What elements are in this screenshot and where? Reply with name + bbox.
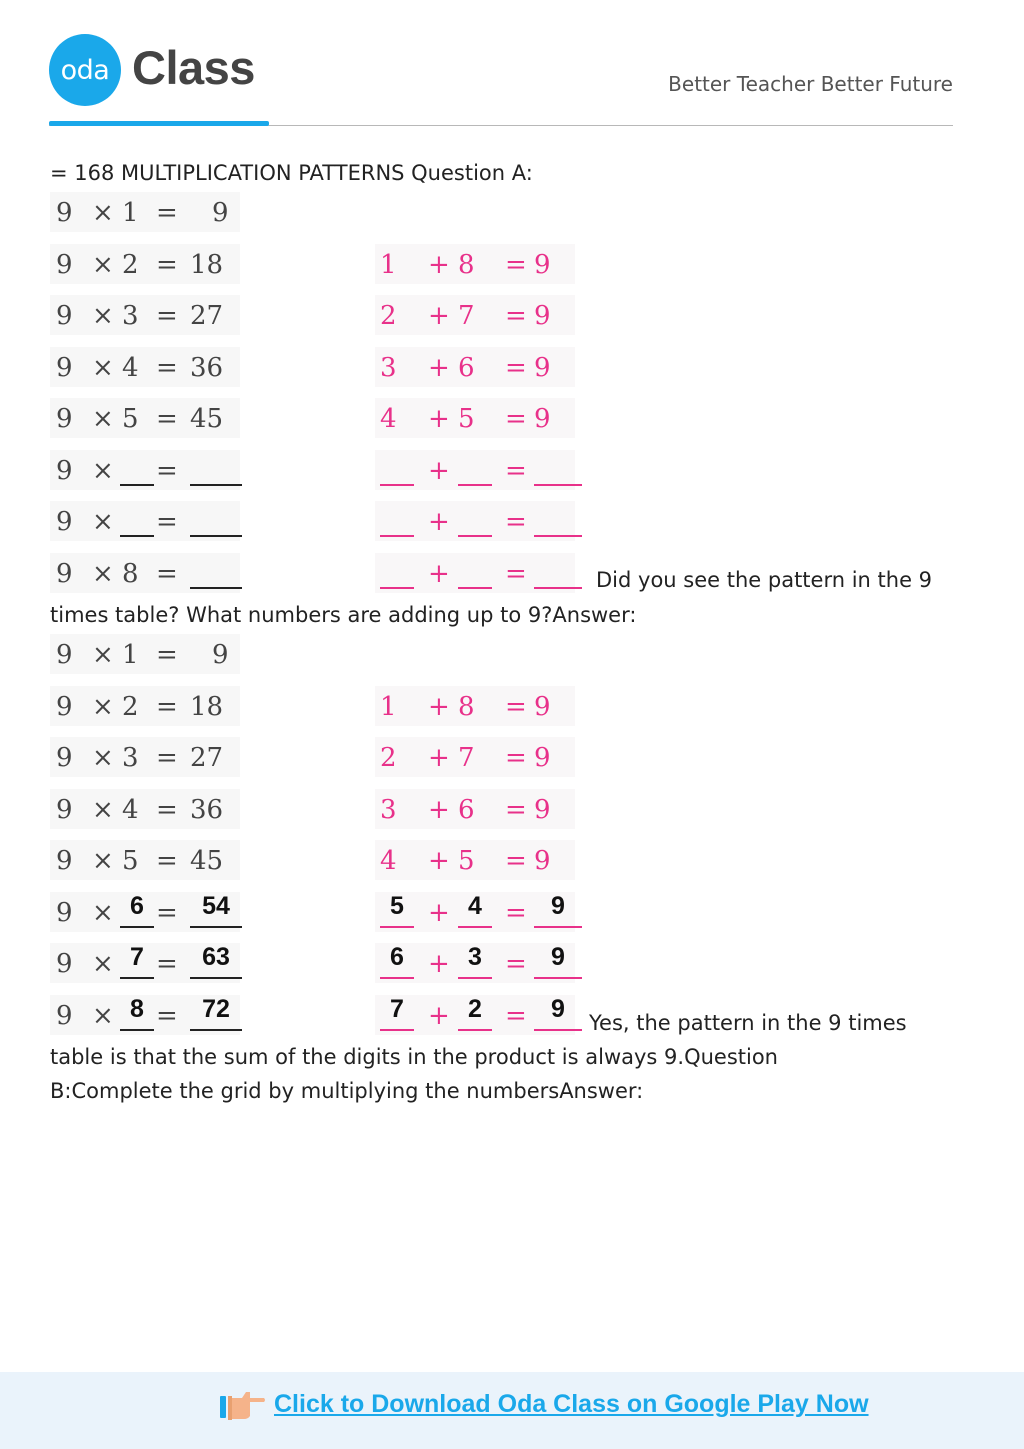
cell-eq2: = xyxy=(505,691,527,722)
cell-op: × xyxy=(92,794,114,825)
cell-b: 3 xyxy=(122,301,139,331)
page-header xyxy=(0,0,1024,130)
blank-line xyxy=(458,484,492,486)
answer-line xyxy=(534,926,582,928)
cell-sum: 9 xyxy=(534,846,551,876)
tagline: Better Teacher Better Future xyxy=(668,72,953,96)
equation-row xyxy=(50,840,590,880)
cell-op: × xyxy=(92,691,114,722)
cell-eq: = xyxy=(156,897,178,928)
cell-eq: = xyxy=(156,558,178,589)
oda-logo-icon xyxy=(49,34,121,106)
answer-d1: 5 xyxy=(390,891,404,920)
cell-d1: 1 xyxy=(380,691,397,722)
cell-a: 9 xyxy=(56,558,73,589)
cell-prod: 27 xyxy=(190,743,224,773)
answer-b: 7 xyxy=(130,943,144,971)
cell-a: 9 xyxy=(56,455,73,486)
cell-prod: 27 xyxy=(190,301,224,331)
cell-eq2: = xyxy=(505,404,527,434)
cell-plus: + xyxy=(428,846,450,876)
download-banner xyxy=(0,1372,1024,1449)
answer-d2: 4 xyxy=(468,891,482,920)
cell-op: × xyxy=(92,352,114,383)
equation-row xyxy=(50,450,590,490)
blank-line xyxy=(534,587,582,589)
blank-line xyxy=(190,587,242,589)
answer-line xyxy=(458,926,492,928)
cell-eq2: = xyxy=(505,949,527,979)
cell-d1: 2 xyxy=(380,743,397,773)
cell-eq2: = xyxy=(505,1000,527,1031)
cell-b: 5 xyxy=(122,846,139,876)
answer-b: 6 xyxy=(130,891,144,920)
download-link[interactable]: Click to Download Oda Class on Google Play Now xyxy=(274,1390,869,1418)
cell-sum: 9 xyxy=(534,352,551,383)
cell-plus: + xyxy=(428,897,450,928)
cell-eq: = xyxy=(156,249,178,280)
cell-eq: = xyxy=(156,949,178,979)
pointing-hand-icon xyxy=(220,1386,266,1422)
cell-eq: = xyxy=(156,352,178,383)
equation-row xyxy=(50,398,590,438)
equation-row xyxy=(50,295,590,335)
cell-sum: 9 xyxy=(534,743,551,773)
cell-eq2: = xyxy=(505,558,527,589)
answer-line xyxy=(120,926,154,928)
equation-row xyxy=(50,501,590,541)
cell-eq2: = xyxy=(505,507,527,537)
cell-eq: = xyxy=(156,794,178,825)
cell-op: × xyxy=(92,301,114,331)
cell-eq2: = xyxy=(505,249,527,280)
blank-line xyxy=(534,484,582,486)
cell-eq2: = xyxy=(505,897,527,928)
cell-eq: = xyxy=(156,743,178,773)
answer-prod: 72 xyxy=(202,994,230,1023)
cell-a: 9 xyxy=(56,352,73,383)
cell-eq: = xyxy=(156,846,178,876)
cell-b: 3 xyxy=(122,743,139,773)
answer-d1: 7 xyxy=(390,994,404,1023)
cell-op: × xyxy=(92,507,114,537)
blank-line xyxy=(120,535,154,537)
cell-d1: 3 xyxy=(380,352,397,383)
cell-d2: 7 xyxy=(458,743,475,773)
cell-op: × xyxy=(92,949,114,979)
cell-d1: 1 xyxy=(380,249,397,280)
cell-a: 9 xyxy=(56,794,73,825)
cell-a: 9 xyxy=(56,640,73,670)
cell-a: 9 xyxy=(56,404,73,434)
cell-sum: 9 xyxy=(534,301,551,331)
cell-d2: 7 xyxy=(458,301,475,331)
cell-sum: 9 xyxy=(534,794,551,825)
cell-op: × xyxy=(92,743,114,773)
cell-eq: = xyxy=(156,1000,178,1031)
cell-prod: 18 xyxy=(190,249,224,280)
cell-b: 5 xyxy=(122,404,139,434)
cell-d1: 3 xyxy=(380,794,397,825)
cell-d2: 5 xyxy=(458,846,475,876)
cell-op: × xyxy=(92,455,114,486)
cell-plus: + xyxy=(428,691,450,722)
equation-row xyxy=(50,892,590,932)
cell-plus: + xyxy=(428,352,450,383)
cell-a: 9 xyxy=(56,301,73,331)
cell-sum: 9 xyxy=(534,404,551,434)
answer-line xyxy=(458,977,492,979)
answer-line xyxy=(190,1029,242,1031)
cell-prod: 45 xyxy=(190,846,224,876)
cell-sum: 9 xyxy=(534,249,551,280)
cell-prod: 18 xyxy=(190,691,224,722)
question-text-2: times table? What numbers are adding up to 9?Answer: xyxy=(50,603,637,627)
answer-sum: 9 xyxy=(551,891,565,920)
cell-b: 8 xyxy=(122,558,139,589)
answer-line xyxy=(458,1029,492,1031)
cell-d1: 2 xyxy=(380,301,397,331)
cell-prod: 9 xyxy=(212,198,229,228)
equation-row xyxy=(50,192,590,232)
blank-line xyxy=(458,535,492,537)
cell-prod: 36 xyxy=(190,794,224,825)
answer-d2: 3 xyxy=(468,943,482,971)
cell-op: × xyxy=(92,640,114,670)
cell-eq2: = xyxy=(505,846,527,876)
cell-op: × xyxy=(92,897,114,928)
answer-text-2: table is that the sum of the digits in the product is always 9.Question xyxy=(50,1045,778,1069)
cell-plus: + xyxy=(428,949,450,979)
blank-line xyxy=(534,535,582,537)
cell-eq: = xyxy=(156,404,178,434)
cell-a: 9 xyxy=(56,507,73,537)
blank-line xyxy=(380,535,414,537)
cell-prod: 36 xyxy=(190,352,224,383)
equation-row xyxy=(50,737,590,777)
cell-a: 9 xyxy=(56,249,73,280)
equation-row xyxy=(50,634,590,674)
cell-a: 9 xyxy=(56,897,73,928)
equation-row xyxy=(50,686,590,726)
cell-b: 2 xyxy=(122,249,139,280)
blank-line xyxy=(190,484,242,486)
answer-line xyxy=(534,977,582,979)
blank-line xyxy=(458,587,492,589)
cell-d2: 5 xyxy=(458,404,475,434)
cell-plus: + xyxy=(428,794,450,825)
cell-eq: = xyxy=(156,640,178,670)
cell-eq2: = xyxy=(505,455,527,486)
cell-d2: 6 xyxy=(458,352,475,383)
answer-prod: 54 xyxy=(202,891,230,920)
cell-a: 9 xyxy=(56,743,73,773)
cell-op: × xyxy=(92,249,114,280)
header-divider-accent xyxy=(49,121,269,126)
cell-d1: 4 xyxy=(380,846,397,876)
cell-op: × xyxy=(92,198,114,228)
answer-d2: 2 xyxy=(468,994,482,1023)
answer-text-1: Yes, the pattern in the 9 times xyxy=(589,1011,907,1035)
cell-plus: + xyxy=(428,404,450,434)
answer-line xyxy=(120,1029,154,1031)
answer-text-3: B:Complete the grid by multiplying the numbersAnswer: xyxy=(50,1079,644,1103)
blank-line xyxy=(120,484,154,486)
cell-eq2: = xyxy=(505,743,527,773)
answer-line xyxy=(380,977,414,979)
cell-plus: + xyxy=(428,558,450,589)
cell-a: 9 xyxy=(56,846,73,876)
answer-line xyxy=(120,977,154,979)
blank-line xyxy=(380,587,414,589)
answer-b: 8 xyxy=(130,994,144,1023)
answer-line xyxy=(190,977,242,979)
cell-b: 1 xyxy=(122,640,139,670)
cell-plus: + xyxy=(428,455,450,486)
logo-word: Class xyxy=(132,41,255,94)
cell-eq: = xyxy=(156,507,178,537)
cell-eq: = xyxy=(156,691,178,722)
cell-op: × xyxy=(92,1000,114,1031)
equation-row xyxy=(50,943,590,983)
cell-eq: = xyxy=(156,198,178,228)
cell-d1: 4 xyxy=(380,404,397,434)
cell-eq2: = xyxy=(505,301,527,331)
cell-op: × xyxy=(92,404,114,434)
equation-row xyxy=(50,789,590,829)
question-text-1: Did you see the pattern in the 9 xyxy=(596,568,933,592)
cell-d2: 6 xyxy=(458,794,475,825)
cell-op: × xyxy=(92,558,114,589)
cell-prod: 45 xyxy=(190,404,224,434)
cell-eq2: = xyxy=(505,794,527,825)
cell-a: 9 xyxy=(56,691,73,722)
answer-line xyxy=(534,1029,582,1031)
logo-mark: oda xyxy=(60,54,110,86)
blank-line xyxy=(190,535,242,537)
cell-plus: + xyxy=(428,249,450,280)
answer-d1: 6 xyxy=(390,943,404,971)
answer-sum: 9 xyxy=(551,994,565,1023)
cell-op: × xyxy=(92,846,114,876)
cell-a: 9 xyxy=(56,198,73,228)
cell-b: 4 xyxy=(122,794,139,825)
cell-d2: 8 xyxy=(458,691,475,722)
cell-plus: + xyxy=(428,507,450,537)
answer-prod: 63 xyxy=(202,943,230,971)
cell-b: 4 xyxy=(122,352,139,383)
answer-sum: 9 xyxy=(551,943,565,971)
cell-plus: + xyxy=(428,1000,450,1031)
intro-text: = 168 MULTIPLICATION PATTERNS Question A: xyxy=(50,161,533,185)
answer-line xyxy=(190,926,242,928)
cell-eq2: = xyxy=(505,352,527,383)
cell-plus: + xyxy=(428,743,450,773)
answer-line xyxy=(380,1029,414,1031)
answer-line xyxy=(380,926,414,928)
cell-prod: 9 xyxy=(212,640,229,670)
cell-b: 2 xyxy=(122,691,139,722)
cell-a: 9 xyxy=(56,949,73,979)
equation-row xyxy=(50,347,590,387)
blank-line xyxy=(380,484,414,486)
cell-b: 1 xyxy=(122,198,139,228)
cell-eq: = xyxy=(156,301,178,331)
equation-row xyxy=(50,553,590,593)
cell-plus: + xyxy=(428,301,450,331)
equation-row xyxy=(50,995,590,1035)
cell-sum: 9 xyxy=(534,691,551,722)
equation-row xyxy=(50,244,590,284)
cell-eq: = xyxy=(156,455,178,486)
cell-a: 9 xyxy=(56,1000,73,1031)
cell-d2: 8 xyxy=(458,249,475,280)
